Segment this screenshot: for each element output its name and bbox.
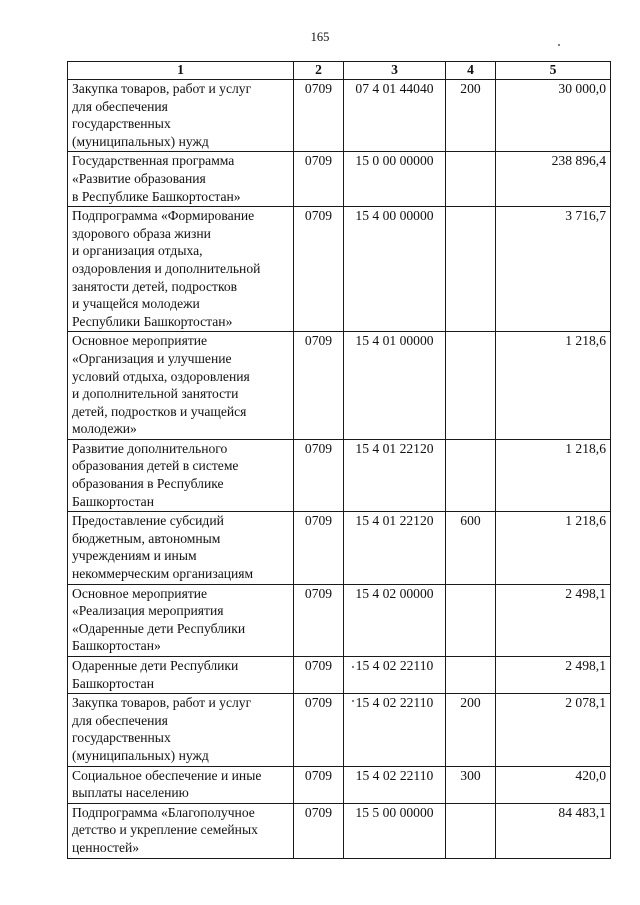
row-name-cell: [68, 766, 294, 803]
section-cell: 0709: [294, 694, 344, 766]
row-name-line: Республики Башкортостан»: [72, 313, 233, 329]
row-name-cell: [68, 80, 294, 152]
table-row: [68, 332, 611, 440]
row-name-cell: [68, 584, 294, 656]
row-name-line: детство и укрепление семейных: [72, 822, 258, 838]
row-name-line: Основное мероприятие: [72, 333, 208, 349]
row-name-line: государственных: [72, 730, 171, 746]
table-row: [68, 694, 611, 766]
table-body: [68, 80, 611, 859]
row-name-line: образования детей в системе: [72, 458, 239, 474]
row-name-line: Башкортостан: [72, 675, 154, 691]
target-code-cell: 15 4 02 22110: [344, 657, 446, 694]
row-name-cell: [68, 439, 294, 511]
row-name-line: некоммерческим организациям: [72, 566, 254, 582]
expense-type-cell: 600: [446, 512, 496, 584]
table-header: [68, 62, 611, 80]
amount-cell: 420,0: [496, 766, 611, 803]
amount-cell: 2 498,1: [496, 657, 611, 694]
column-header-2: 2: [294, 62, 344, 80]
section-cell: 0709: [294, 512, 344, 584]
row-name-line: образования в Республике: [72, 476, 224, 492]
section-cell: 0709: [294, 766, 344, 803]
target-code-cell: 15 4 01 22120: [344, 439, 446, 511]
row-name-line: Подпрограмма «Формирование: [72, 208, 255, 224]
row-name-line: Подпрограмма «Благополучное: [72, 804, 255, 820]
budget-table: [67, 61, 611, 859]
table-row: [68, 584, 611, 656]
target-code-cell: 15 4 00 00000: [344, 207, 446, 332]
expense-type-cell: [446, 152, 496, 207]
row-name-line: Закупка товаров, работ и услуг: [72, 81, 252, 96]
row-name-cell: [68, 512, 294, 584]
row-name-line: и дополнительной занятости: [72, 386, 239, 402]
column-header-4: 4: [446, 62, 496, 80]
target-code-cell: 15 4 01 22120: [344, 512, 446, 584]
row-name-line: в Республике Башкортостан»: [72, 188, 241, 204]
table-row: [68, 766, 611, 803]
row-name-cell: [68, 657, 294, 694]
row-name-line: (муниципальных) нужд: [72, 133, 209, 149]
section-cell: 0709: [294, 152, 344, 207]
amount-cell: 1 218,6: [496, 439, 611, 511]
row-name-line: «Организация и улучшение: [72, 350, 232, 366]
row-name-line: детей, подростков и учащейся: [72, 403, 247, 419]
section-cell: 0709: [294, 80, 344, 152]
row-name-line: оздоровления и дополнительной: [72, 260, 261, 276]
section-cell: 0709: [294, 439, 344, 511]
expense-type-cell: [446, 207, 496, 332]
expense-type-cell: 200: [446, 694, 496, 766]
table-row: [68, 207, 611, 332]
row-name-line: Башкортостан»: [72, 638, 161, 654]
expense-type-cell: [446, 439, 496, 511]
row-name-cell: [68, 152, 294, 207]
row-name-line: бюджетным, автономным: [72, 530, 221, 546]
expense-type-cell: [446, 584, 496, 656]
column-header-3: 3: [344, 62, 446, 80]
table-row: [68, 657, 611, 694]
header-row: [68, 62, 611, 80]
row-name-line: (муниципальных) нужд: [72, 747, 209, 763]
row-name-line: для обеспечения: [72, 98, 168, 114]
row-name-line: выплаты населению: [72, 785, 189, 801]
table-row: [68, 80, 611, 152]
table-row: [68, 439, 611, 511]
row-name-cell: [68, 694, 294, 766]
row-name-line: для обеспечения: [72, 712, 168, 728]
row-name-line: «Одаренные дети Республики: [72, 620, 246, 636]
row-name-line: «Развитие образования: [72, 170, 206, 186]
row-name-line: Основное мероприятие: [72, 585, 208, 601]
section-cell: 0709: [294, 657, 344, 694]
row-name-line: молодежи»: [72, 421, 137, 437]
target-code-cell: 15 0 00 00000: [344, 152, 446, 207]
expense-type-cell: [446, 657, 496, 694]
target-code-cell: 15 5 00 00000: [344, 803, 446, 858]
amount-cell: 238 896,4: [496, 152, 611, 207]
amount-cell: 1 218,6: [496, 512, 611, 584]
row-name-cell: [68, 803, 294, 858]
section-cell: 0709: [294, 332, 344, 440]
table-row: [68, 803, 611, 858]
section-cell: 0709: [294, 207, 344, 332]
row-name-line: государственных: [72, 116, 171, 132]
target-code-cell: 15 4 02 00000: [344, 584, 446, 656]
target-code-cell: 07 4 01 44040: [344, 80, 446, 152]
amount-cell: 2 078,1: [496, 694, 611, 766]
row-name-line: Закупка товаров, работ и услуг: [72, 695, 252, 711]
row-name-line: Развитие дополнительного: [72, 440, 228, 456]
amount-cell: 3 716,7: [496, 207, 611, 332]
row-name-line: занятости детей, подростков: [72, 278, 238, 294]
row-name-line: учреждениям и иным: [72, 548, 197, 564]
row-name-cell: [68, 332, 294, 440]
row-name-line: Предоставление субсидий: [72, 513, 224, 529]
row-name-line: и учащейся молодежи: [72, 296, 200, 312]
amount-cell: 1 218,6: [496, 332, 611, 440]
amount-cell: 2 498,1: [496, 584, 611, 656]
amount-cell: 30 000,0: [496, 80, 611, 152]
amount-cell: 84 483,1: [496, 803, 611, 858]
row-name-cell: [68, 207, 294, 332]
target-code-cell: 15 4 02 22110: [344, 694, 446, 766]
section-cell: 0709: [294, 584, 344, 656]
row-name-line: и организация отдыха,: [72, 243, 203, 259]
page-number: 165: [310, 30, 330, 44]
expense-type-cell: 200: [446, 80, 496, 152]
scan-speck: [558, 44, 560, 46]
row-name-line: Государственная программа: [72, 153, 235, 169]
target-code-cell: 15 4 02 22110: [344, 766, 446, 803]
expense-type-cell: [446, 332, 496, 440]
row-name-line: Одаренные дети Республики: [72, 658, 239, 673]
row-name-line: Башкортостан: [72, 493, 154, 509]
row-name-line: условий отдыха, оздоровления: [72, 368, 250, 384]
row-name-line: Социальное обеспечение и иные: [72, 767, 262, 783]
section-cell: 0709: [294, 803, 344, 858]
table-row: [68, 152, 611, 207]
expense-type-cell: [446, 803, 496, 858]
expense-type-cell: 300: [446, 766, 496, 803]
row-name-line: ценностей»: [72, 839, 140, 855]
table-row: [68, 512, 611, 584]
target-code-cell: 15 4 01 00000: [344, 332, 446, 440]
row-name-line: «Реализация мероприятия: [72, 603, 224, 619]
column-header-5: 5: [496, 62, 611, 80]
row-name-line: здорового образа жизни: [72, 225, 211, 241]
column-header-1: 1: [68, 62, 294, 80]
